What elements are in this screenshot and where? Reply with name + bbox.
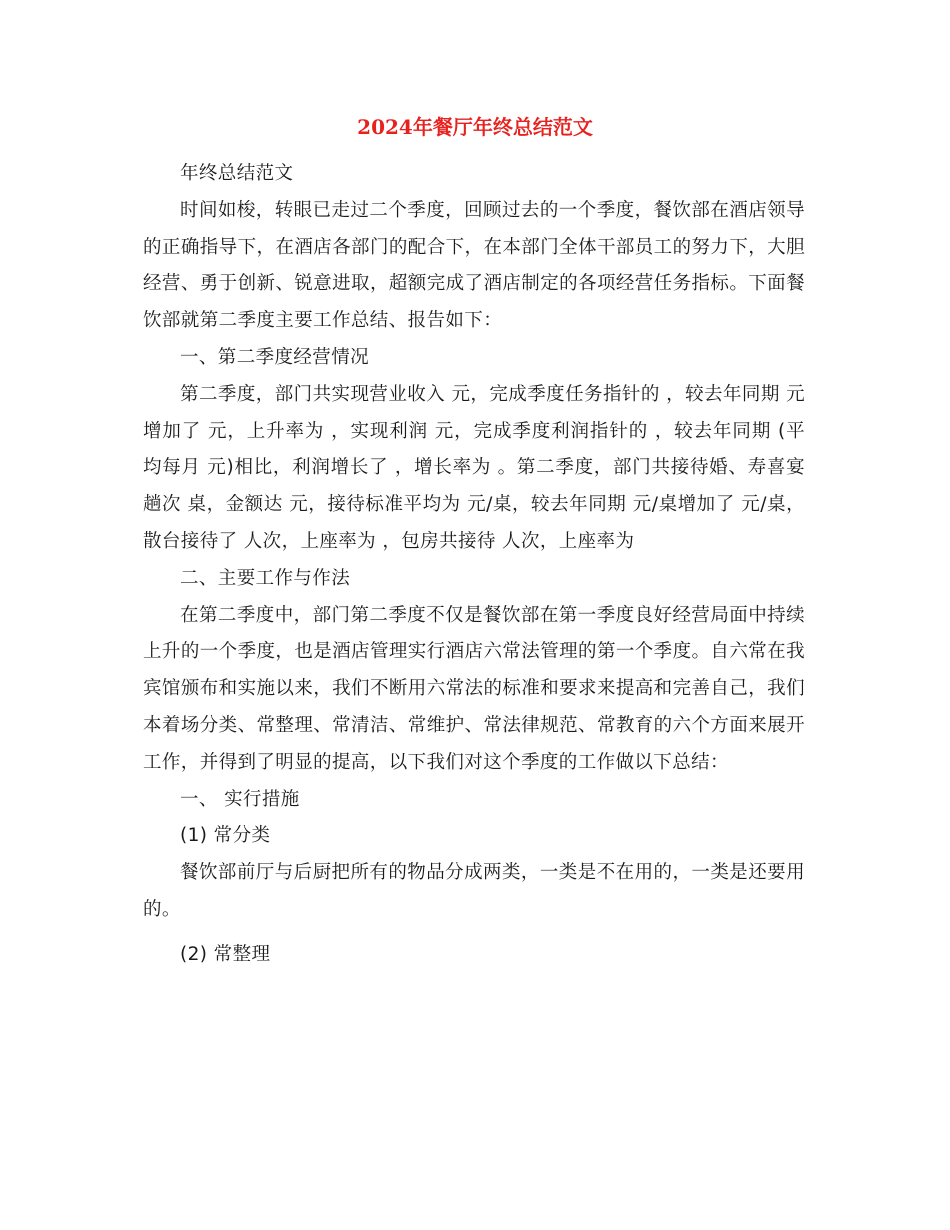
subsection-heading-measures: 一、 实行措施 — [180, 788, 300, 810]
paragraph-main-work: 在第二季度中，部门第二季度不仅是餐饮部在第一季度良好经营局面中持续上升的一个季度，也是酒店管理实行酒店六常法管理的第一个季度。自六常在我宾馆颁布和实施以来，我们不断用六常法的标准和要求来提高和完善自己，我们本着场分类、常整理、常清洁、常维护、常法律规范、常教育的六个方面来展开工作，并得到了明显的提高，以下我们对这个季度的工作做以下总结： — [143, 604, 805, 773]
document-title: 2024年餐厅年终总结范文 — [357, 115, 593, 139]
item-heading-organize: (2) 常整理 — [180, 943, 271, 965]
paragraph-intro: 时间如梭，转眼已走过二个季度，回顾过去的一个季度，餐饮部在酒店领导的正确指导下，在酒店各部门的配合下，在本部门全体干部员工的努力下，大胆经营、勇于创新、锐意进取，超额完成了酒店制定的各项经营任务指标。下面餐饮部就第二季度主要工作总结、报告如下： — [143, 199, 805, 332]
paragraph-classify: 餐饮部前厅与后厨把所有的物品分成两类，一类是不在用的，一类是还要用的。 — [143, 862, 805, 920]
paragraph-operations: 第二季度，部门共实现营业收入 元，完成季度任务指针的 ，较去年同期 元增加了 元，上升率为 ，实现利润 元，完成季度利润指针的 ，较去年同期 (平均每月 元)相比，利润增长了 ，增长率为 。第二季度，部门共接待婚、寿喜宴 趟次 桌，金额达 元，接待标准平均为 元/桌，较去年同期 元/桌增加了 元/桌，散台接待了 人次，上座率为 ，包房共接待 人次，上座率为 — [143, 383, 805, 552]
item-heading-classify: (1) 常分类 — [180, 825, 271, 847]
document-body — [143, 156, 805, 974]
section-heading-1: 一、第二季度经营情况 — [180, 346, 370, 368]
paragraph-subtitle: 年终总结范文 — [180, 163, 294, 184]
section-heading-2: 二、主要工作与作法 — [180, 567, 351, 589]
